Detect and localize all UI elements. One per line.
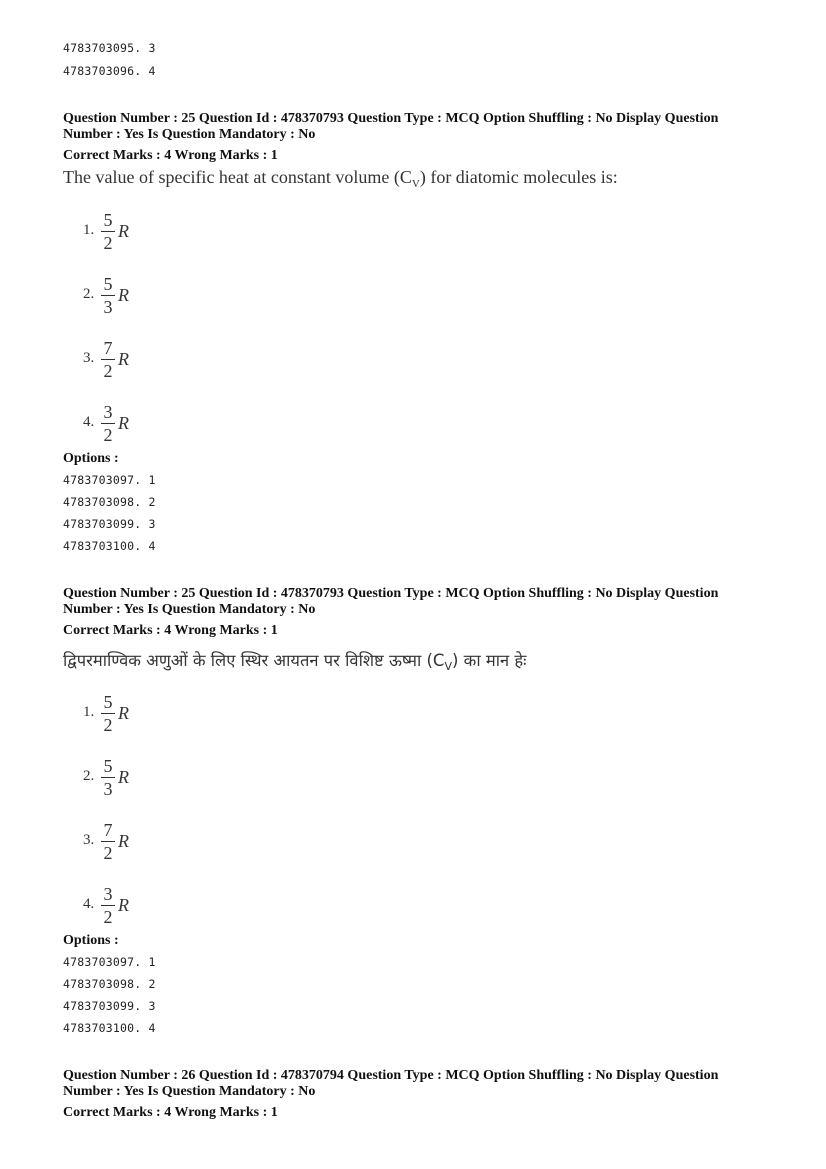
question-marks: Correct Marks : 4 Wrong Marks : 1 xyxy=(63,623,278,638)
fraction: $\frac{5}{3}$ xyxy=(101,274,115,317)
option-id: 4783703099. 3 xyxy=(63,517,156,531)
options-label: Options : xyxy=(63,933,119,948)
option-id: 4783703095. 3 xyxy=(63,41,156,55)
option-id: 4783703097. 1 xyxy=(63,473,156,487)
fraction: $\frac{3}{2}$ xyxy=(101,884,115,927)
subscript: V xyxy=(444,660,452,673)
option-id: 4783703100. 4 xyxy=(63,539,156,553)
fraction: $\frac{3}{2}$ xyxy=(101,402,115,445)
question-meta: Question Number : 26 Question Id : 478370794 Question Type : MCQ Option Shuffling : No Display Question xyxy=(63,1068,719,1083)
fraction: $\frac{7}{2}$ xyxy=(101,820,115,863)
question-text: The value of specific heat at constant volume $(C_V)$ for diatomic molecules is: xyxy=(63,167,618,190)
option-id: 4783703099. 3 xyxy=(63,999,156,1013)
question-meta-cont: Number : Yes Is Question Mandatory : No xyxy=(63,127,316,142)
fraction: $\frac{5}{3}$ xyxy=(101,756,115,799)
question-marks: Correct Marks : 4 Wrong Marks : 1 xyxy=(63,1105,278,1120)
question-meta: Question Number : 25 Question Id : 478370793 Question Type : MCQ Option Shuffling : No Display Question xyxy=(63,111,719,126)
fraction: $\frac{7}{2}$ xyxy=(101,338,115,381)
options-label: Options : xyxy=(63,451,119,466)
question-marks: Correct Marks : 4 Wrong Marks : 1 xyxy=(63,148,278,163)
fraction: $\frac{5}{2}$ xyxy=(101,210,115,253)
option-id: 4783703098. 2 xyxy=(63,495,156,509)
question-text: द्विपरमाण्विक अणुओं के लिए स्थिर आयतन पर विशिष्ट ऊष्मा $(C_V)$ का मान हेः xyxy=(63,651,527,673)
option-id: 4783703098. 2 xyxy=(63,977,156,991)
question-meta-cont: Number : Yes Is Question Mandatory : No xyxy=(63,1084,316,1099)
fraction: $\frac{5}{2}$ xyxy=(101,692,115,735)
subscript: V xyxy=(411,178,420,190)
question-meta: Question Number : 25 Question Id : 478370793 Question Type : MCQ Option Shuffling : No Display Question xyxy=(63,586,719,601)
question-meta-cont: Number : Yes Is Question Mandatory : No xyxy=(63,602,316,617)
option-id: 4783703097. 1 xyxy=(63,955,156,969)
option-id: 4783703096. 4 xyxy=(63,64,156,78)
option-id: 4783703100. 4 xyxy=(63,1021,156,1035)
